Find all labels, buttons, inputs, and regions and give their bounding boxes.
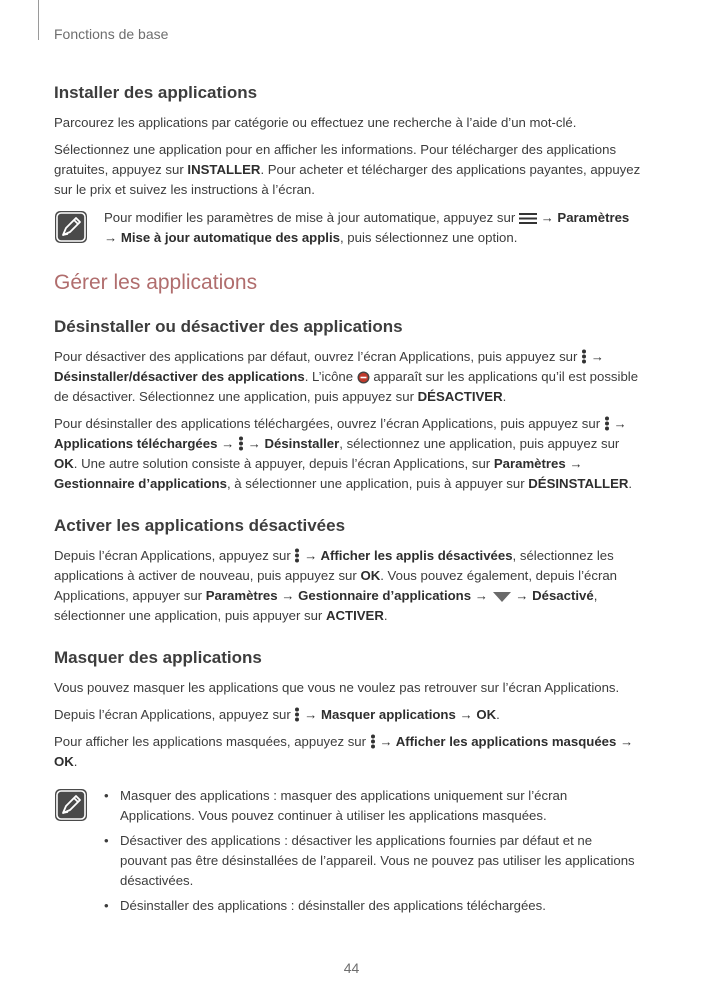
install-paragraph-1: Parcourez les applications par catégorie ou effectuez une recherche à l’aide d’un mot-clé. (54, 115, 577, 130)
vertical-dots-icon (370, 734, 376, 749)
page-number: 44 (343, 960, 360, 976)
uninstall-paragraph-2: Pour désinstaller des applications téléchargées, ouvrez l’écran Applications, puis appuyez sur → Applications téléchargées → → Désinstaller, sélectionnez une application, puis appuyez sur OK. Une autre solution consiste à appuyer, depuis l’écran Applications, sur Paramètres → Gestionnaire d’applications, à sélectionner une application, puis à appuyer sur DÉSINSTALLER. (54, 416, 633, 491)
bullet-icon: • (104, 833, 109, 848)
hide-note (54, 786, 642, 916)
minus-badge-icon (357, 371, 370, 384)
bullet-icon: • (104, 788, 109, 803)
install-note-text: Pour modifier les paramètres de mise à jour automatique, appuyez sur → Paramètres → Mise à jour automatique des applis, puis sélectionnez une option. (104, 210, 630, 245)
hide-heading: Masquer des applications (54, 648, 262, 667)
list-item: • Masquer des applications : masquer des applications uniquement sur l’écran Applications. Vous pouvez continuer à utiliser les applications masquées. (104, 788, 568, 823)
page-content (54, 82, 642, 921)
hide-paragraph-1: Vous pouvez masquer les applications que vous ne voulez pas retrouver sur l’écran Applications. (54, 680, 620, 695)
triangle-down-icon (492, 591, 512, 603)
uninstall-heading: Désinstaller ou désactiver des applications (54, 317, 403, 336)
note-pencil-icon (54, 210, 88, 244)
vertical-dots-icon (604, 416, 610, 431)
vertical-dots-icon (294, 707, 300, 722)
header-divider (38, 0, 39, 40)
manage-heading: Gérer les applications (54, 271, 258, 294)
section-header: Fonctions de base (54, 26, 169, 42)
vertical-dots-icon (294, 548, 300, 563)
hide-paragraph-3: Pour afficher les applications masquées, appuyez sur → Afficher les applications masquées → OK. (54, 734, 634, 769)
activate-heading: Activer les applications désactivées (54, 516, 346, 535)
hide-paragraph-2: Depuis l’écran Applications, appuyez sur → Masquer applications → OK. (54, 707, 500, 722)
vertical-dots-icon (238, 436, 244, 451)
uninstall-paragraph-1: Pour désactiver des applications par défaut, ouvrez l’écran Applications, puis appuyez sur → Désinstaller/désactiver des applications. L’icône apparaît sur les applications qu’il est possible de désactiver. Sélectionnez une application, puis appuyez sur DÉSACTIVER. (54, 349, 639, 404)
install-paragraph-2: Sélectionnez une application pour en afficher les informations. Pour télécharger des applications gratuites, appuyez sur INSTALLER. Pour acheter et télécharger des applications payantes, appuyez sur le prix et suivez les instructions à l’écran. (54, 142, 641, 197)
list-item: • Désinstaller des applications : désinstaller des applications téléchargées. (104, 896, 642, 916)
bullet-icon: • (104, 898, 109, 913)
list-item: • Désactiver des applications : désactiver les applications fournies par défaut et ne pouvant pas être désinstallées de l’appareil. Vous ne pouvez pas utiliser les applications désactivées. (104, 833, 635, 888)
note-pencil-icon (54, 788, 88, 822)
install-heading: Installer des applications (54, 83, 258, 102)
vertical-dots-icon (581, 349, 587, 364)
hamburger-menu-icon (519, 212, 537, 225)
install-note (54, 208, 642, 248)
hide-note-list (104, 786, 642, 916)
activate-paragraph: Depuis l’écran Applications, appuyez sur → Afficher les applis désactivées, sélectionnez les applications à activer de nouveau, puis appuyez sur OK. Vous pouvez également, depuis l’écran Applications, appuyer sur Paramètres → Gestionnaire d’applications → → Désactivé, sélectionner une application, puis appuyer sur ACTIVER. (54, 548, 618, 623)
